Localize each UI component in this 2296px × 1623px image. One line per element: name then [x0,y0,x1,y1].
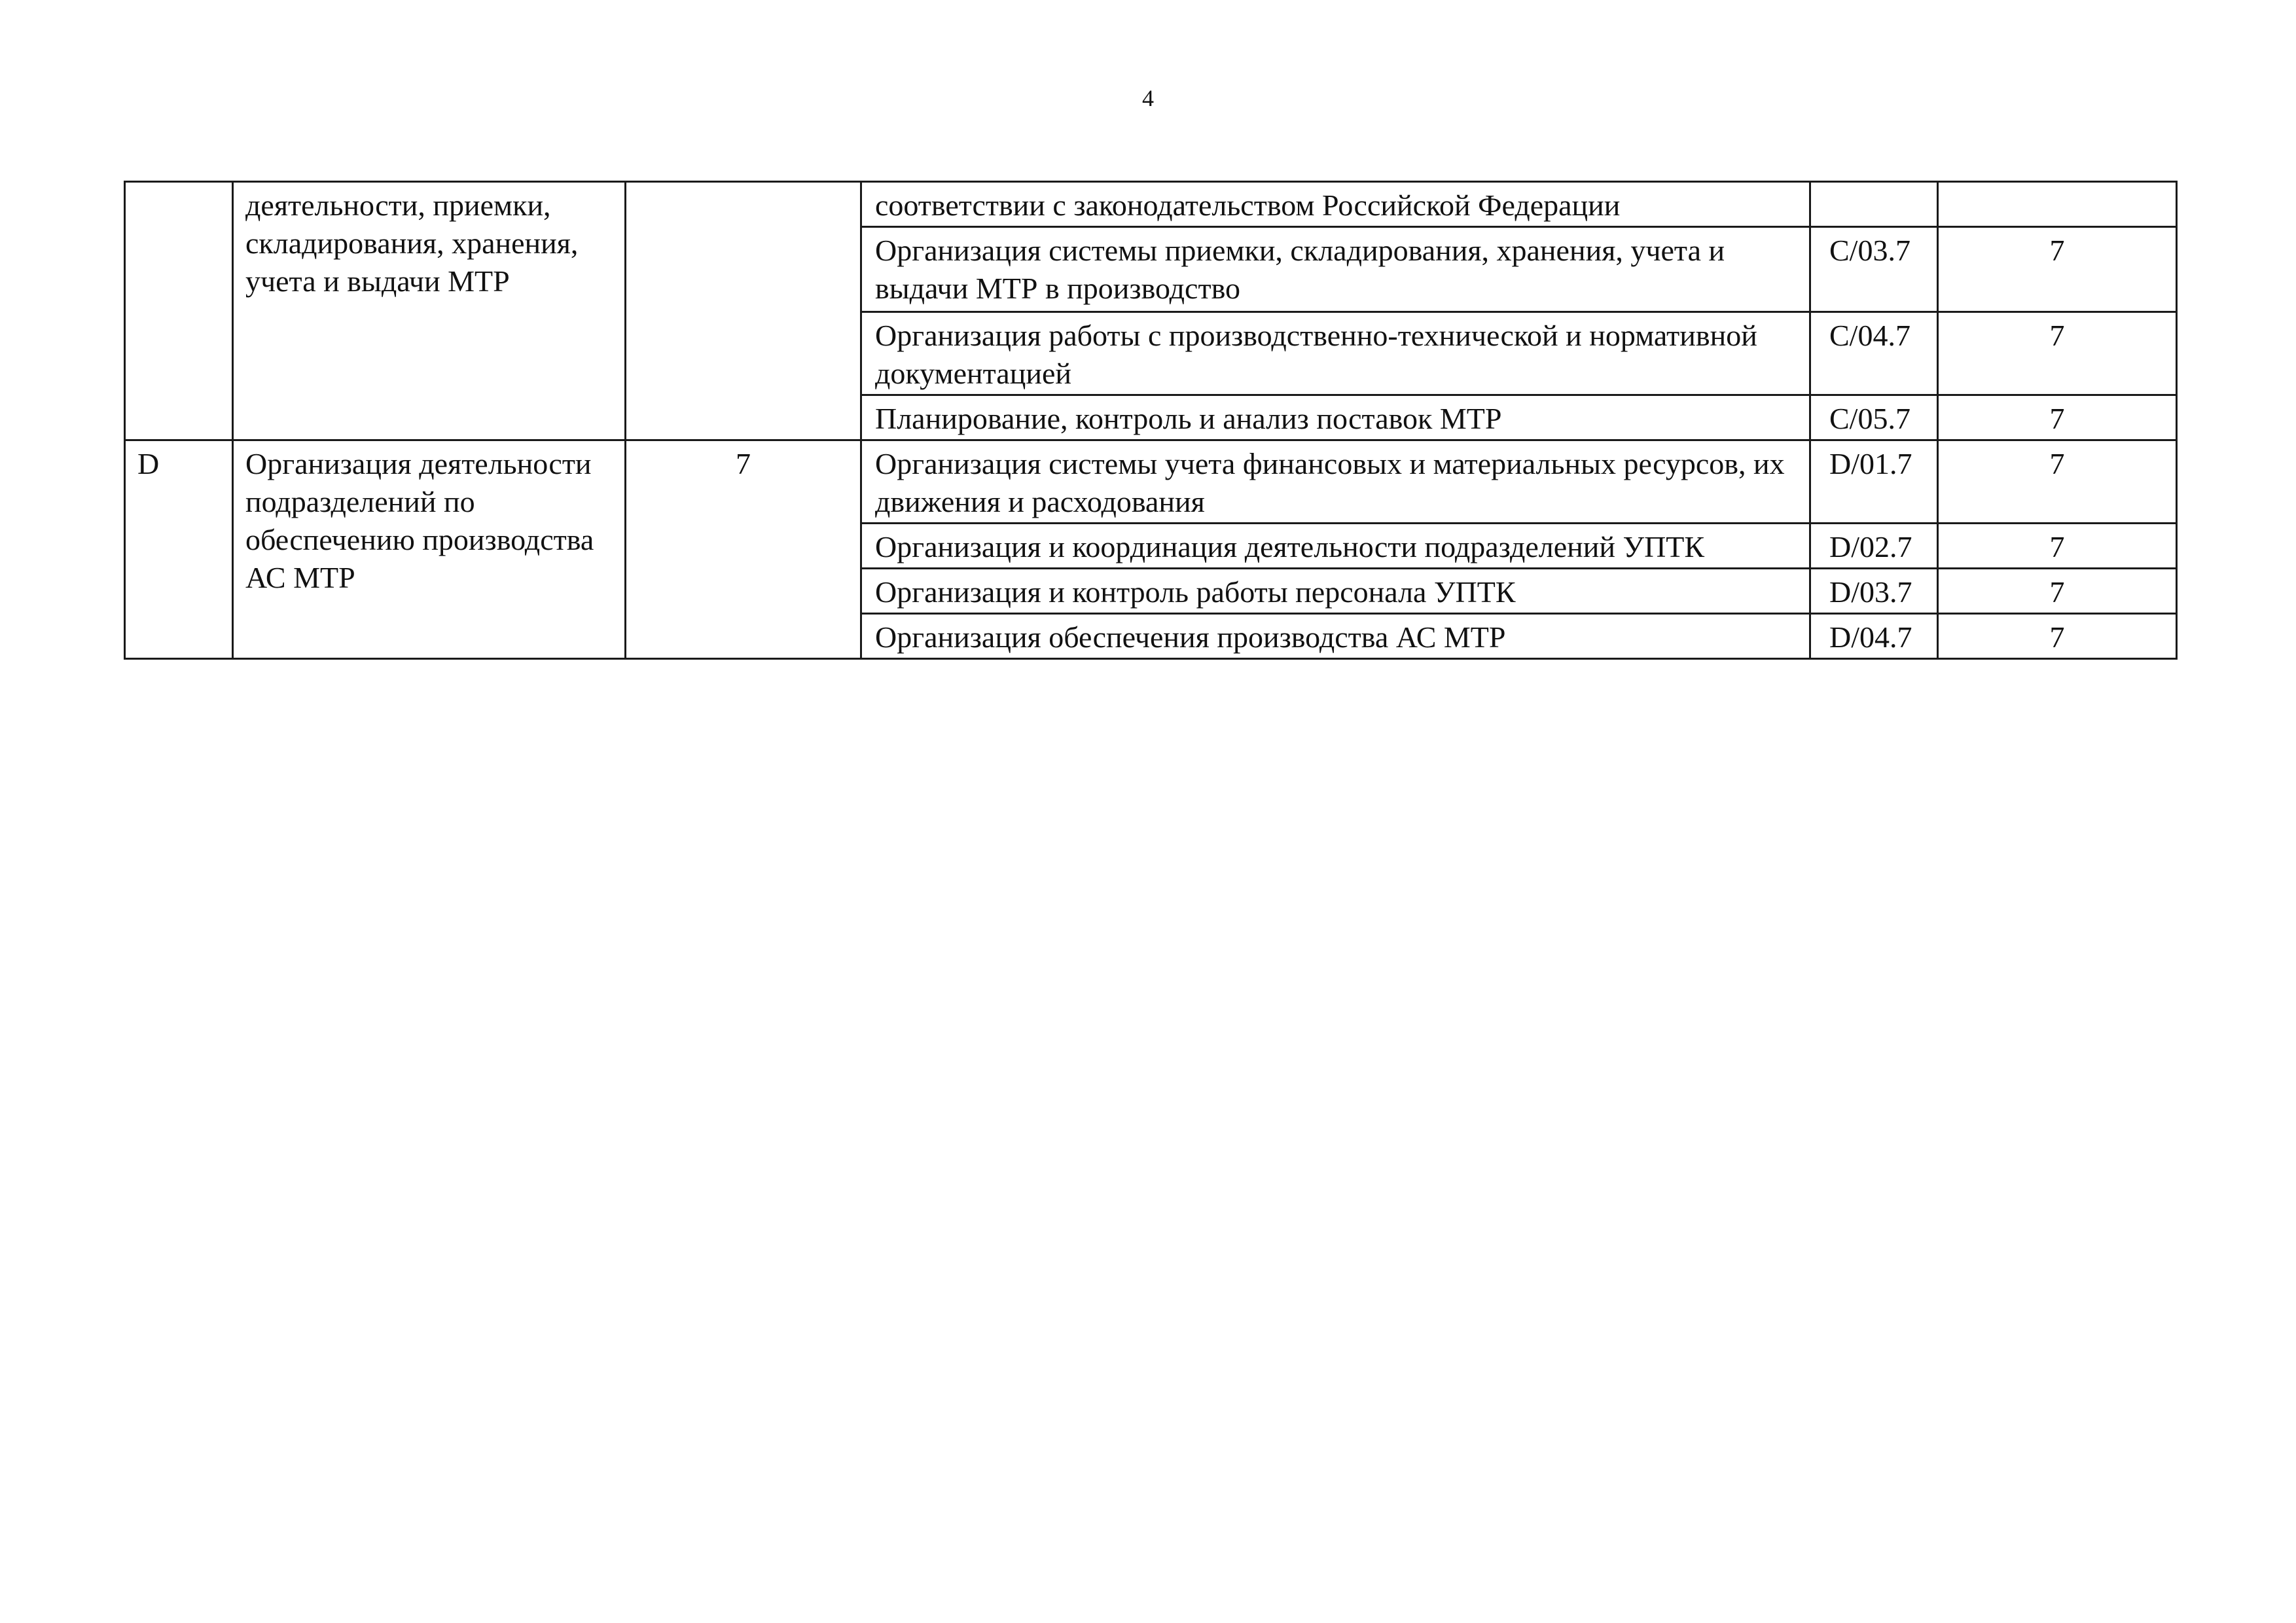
function-code-cell: D/02.7 [1810,524,1938,569]
function-name-cell: Организация и координация деятельности подразделений УПТК [861,524,1810,569]
function-level-cell: 7 [1938,312,2177,395]
function-level-cell: 7 [1938,395,2177,440]
function-code-cell: D/03.7 [1810,569,1938,614]
group-code-cell: D [125,440,233,659]
function-level-cell: 7 [1938,524,2177,569]
function-level-cell: 7 [1938,227,2177,312]
group-level-cell [626,182,861,440]
function-code-cell: D/04.7 [1810,614,1938,659]
function-name-cell: соответствии с законодательством Российской Федерации [861,182,1810,227]
function-level-cell: 7 [1938,614,2177,659]
function-code-cell: D/01.7 [1810,440,1938,524]
table-row [125,440,2177,524]
group-name-cell: деятельности, приемки, складирования, хранения, учета и выдачи МТР [233,182,626,440]
function-name-cell: Организация работы с производственно-технической и нормативной документацией [861,312,1810,395]
function-level-cell [1938,182,2177,227]
group-level-cell: 7 [626,440,861,659]
function-code-cell [1810,182,1938,227]
group-code-cell [125,182,233,440]
function-name-cell: Планирование, контроль и анализ поставок МТР [861,395,1810,440]
table-row [125,182,2177,227]
function-name-cell: Организация системы приемки, складирования, хранения, учета и выдачи МТР в производство [861,227,1810,312]
function-level-cell: 7 [1938,569,2177,614]
function-code-cell: C/05.7 [1810,395,1938,440]
page-number: 4 [1142,85,1154,111]
function-name-cell: Организация системы учета финансовых и материальных ресурсов, их движения и расходования [861,440,1810,524]
functions-table [124,181,2178,660]
function-code-cell: C/03.7 [1810,227,1938,312]
function-code-cell: C/04.7 [1810,312,1938,395]
function-name-cell: Организация и контроль работы персонала УПТК [861,569,1810,614]
function-name-cell: Организация обеспечения производства АС МТР [861,614,1810,659]
group-name-cell: Организация деятельности подразделений по обеспечению производства АС МТР [233,440,626,659]
function-level-cell: 7 [1938,440,2177,524]
